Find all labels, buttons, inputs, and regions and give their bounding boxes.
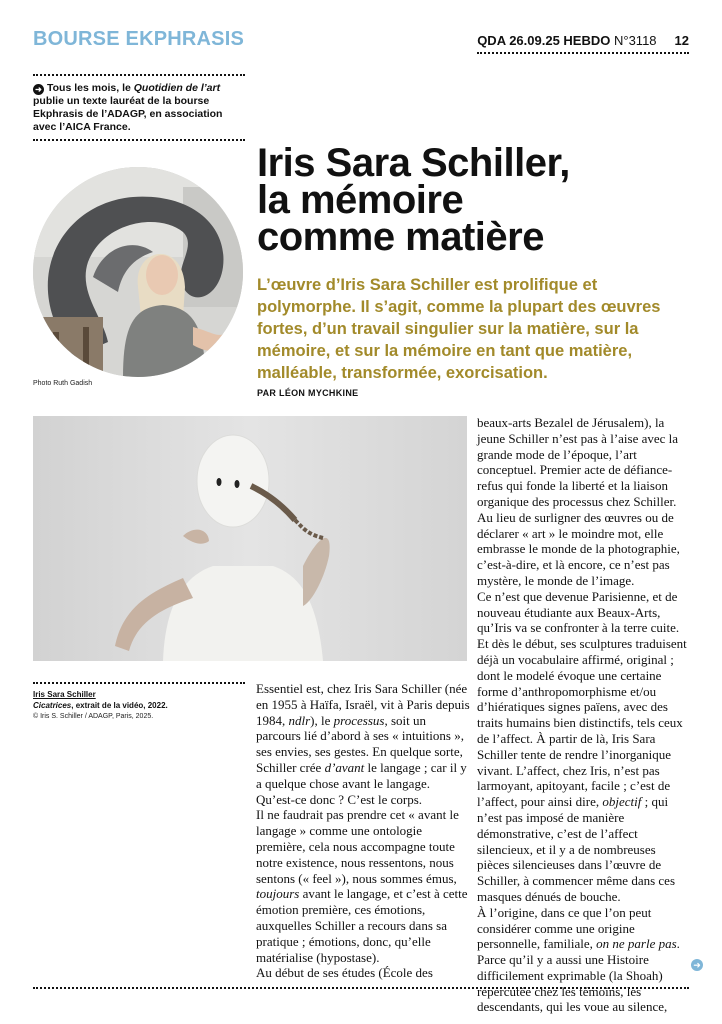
caption-divider — [33, 682, 245, 684]
paragraph: beaux-arts Bezalel de Jérusalem), la jeune Schiller n’est pas à l’aise avec la grande mode de l’époque, l’art conceptuel. Premier acte de défiance-refus qui fonde la liberté et la liaison organique des processus chez Schiller. Au lieu de surligner des œuvres ou de déclarer « art » le moindre mot, elle embrasse le monde de la photographie, c’est-à-dire, et là encore, ce n’est pas mystère, le monde de l’image. — [477, 415, 680, 588]
paragraph: À l’origine, dans ce que l’on peut considérer comme une origine personnelle, familiale, on ne parle pas. Parce qu’il y a aussi une Histoire difficilement exprimable (la Shoah) répercutée chez les témoins, les descendants, qui les voue au silence, — [477, 904, 680, 1015]
caption-detail: , extrait de la vidéo, 2022. — [71, 701, 168, 710]
title-line-2: la mémoire — [257, 178, 464, 222]
body-column-1 — [256, 681, 470, 981]
paragraph: Ce n’est que devenue Parisienne, et de nouveau étudiante aux Beaux-Arts, qu’Iris va se confronter à la terre cuite. Et dès le début, ses sculptures traduisent déjà un vocabulaire affirmé, original ; dont le modelé évoque une certaine forme d’anthropomorphisme et/ou d’hiératiques signes païens, avec des traits humains bien distinctifs, tels ceux de l’affect. À partir de là, Iris Sara Schiller tente de rendre l’inorganique vivant. L’affect, chez Iris, n’est pas larmoyant, apitoyant, facile ; c’est de l’affect, pour ainsi dire, objectif ; qui n’est pas imposé de manière démonstrative, c’est de l’affect silencieux, et il y a de nombreuses pièces silencieuses dans l’œuvre de Schiller, à commencer même dans ces masques dénués de bouche. — [477, 588, 687, 904]
paragraph: Au début de ses études (École des — [256, 965, 433, 981]
paragraph: Essentiel est, chez Iris Sara Schiller (née en 1955 à Haïfa, Israël, vit à Paris depuis 1984, ndlr), le processus, soit un parcours lié d’abord à ses « intuitions », ses envies, ses gestes. En quelque sorte, Schiller crée d’avant le langage ; car il y a quelque chose avant le langage. Qu’est-ce donc ? C’est le corps. — [256, 681, 470, 807]
photo-caption — [33, 689, 245, 722]
caption-artist: Iris Sara Schiller — [33, 690, 96, 699]
paragraph: Il ne faudrait pas prendre cet « avant le langage » comme une ontologie première, cela nous accompagne toute notre existence, nous ressentons, nous sentons (« feel »), nous sommes émus, toujours avant le langage, et c’est à cette émotion première, ces émotions, auxquelles Schiller a recours dans sa pratique ; émotions, donc, qu’elle matérialise (hypostase). — [256, 807, 468, 965]
article-title — [257, 141, 687, 259]
byline: PAR LÉON MYCHKINE — [257, 388, 359, 398]
intro-divider-top — [33, 74, 245, 76]
caption-copyright: © Iris S. Schiller / ADAGP, Paris, 2025. — [33, 713, 154, 720]
portrait-illustration — [33, 167, 243, 377]
article-lede: L’œuvre d’Iris Sara Schiller est prolifique et polymorphe. Il s’agit, comme la plupart des œuvres fortes, d’un travail singulier sur la matière, sur la mémoire, et sur la mémoire en tant que matière, malléable, transformée, exorcisation. — [257, 276, 661, 382]
caption-work-title: Cicatrices — [33, 701, 72, 710]
body-column-2 — [477, 415, 689, 1015]
issue-info — [477, 33, 689, 48]
artwork-photo — [33, 416, 467, 661]
portrait-photo — [33, 167, 243, 377]
arrow-right-icon: ➜ — [33, 84, 44, 95]
section-title: BOURSE EKPHRASIS — [33, 28, 245, 50]
issue-number: N°3118 — [613, 33, 657, 48]
title-line-1: Iris Sara Schiller, — [257, 141, 570, 185]
intro-blurb: ➜ Tous les mois, le Quotidien de l’art publie un texte lauréat de la bourse Ekphrasis de l’ADAGP, en association avec l’AICA France. — [33, 82, 223, 133]
title-line-3: comme matière — [257, 215, 544, 259]
page-number: 12 — [674, 33, 689, 48]
header-divider-right — [477, 52, 689, 54]
issue-date: QDA 26.09.25 HEBDO — [477, 33, 614, 48]
publication-name: Quotidien de l’art — [133, 82, 221, 94]
artwork-illustration — [33, 416, 467, 661]
photo-credit: Photo Ruth Gadish — [33, 380, 93, 387]
continue-arrow-icon[interactable]: ➜ — [691, 959, 703, 971]
footer-divider — [33, 987, 689, 989]
intro-divider-bottom — [33, 139, 245, 141]
